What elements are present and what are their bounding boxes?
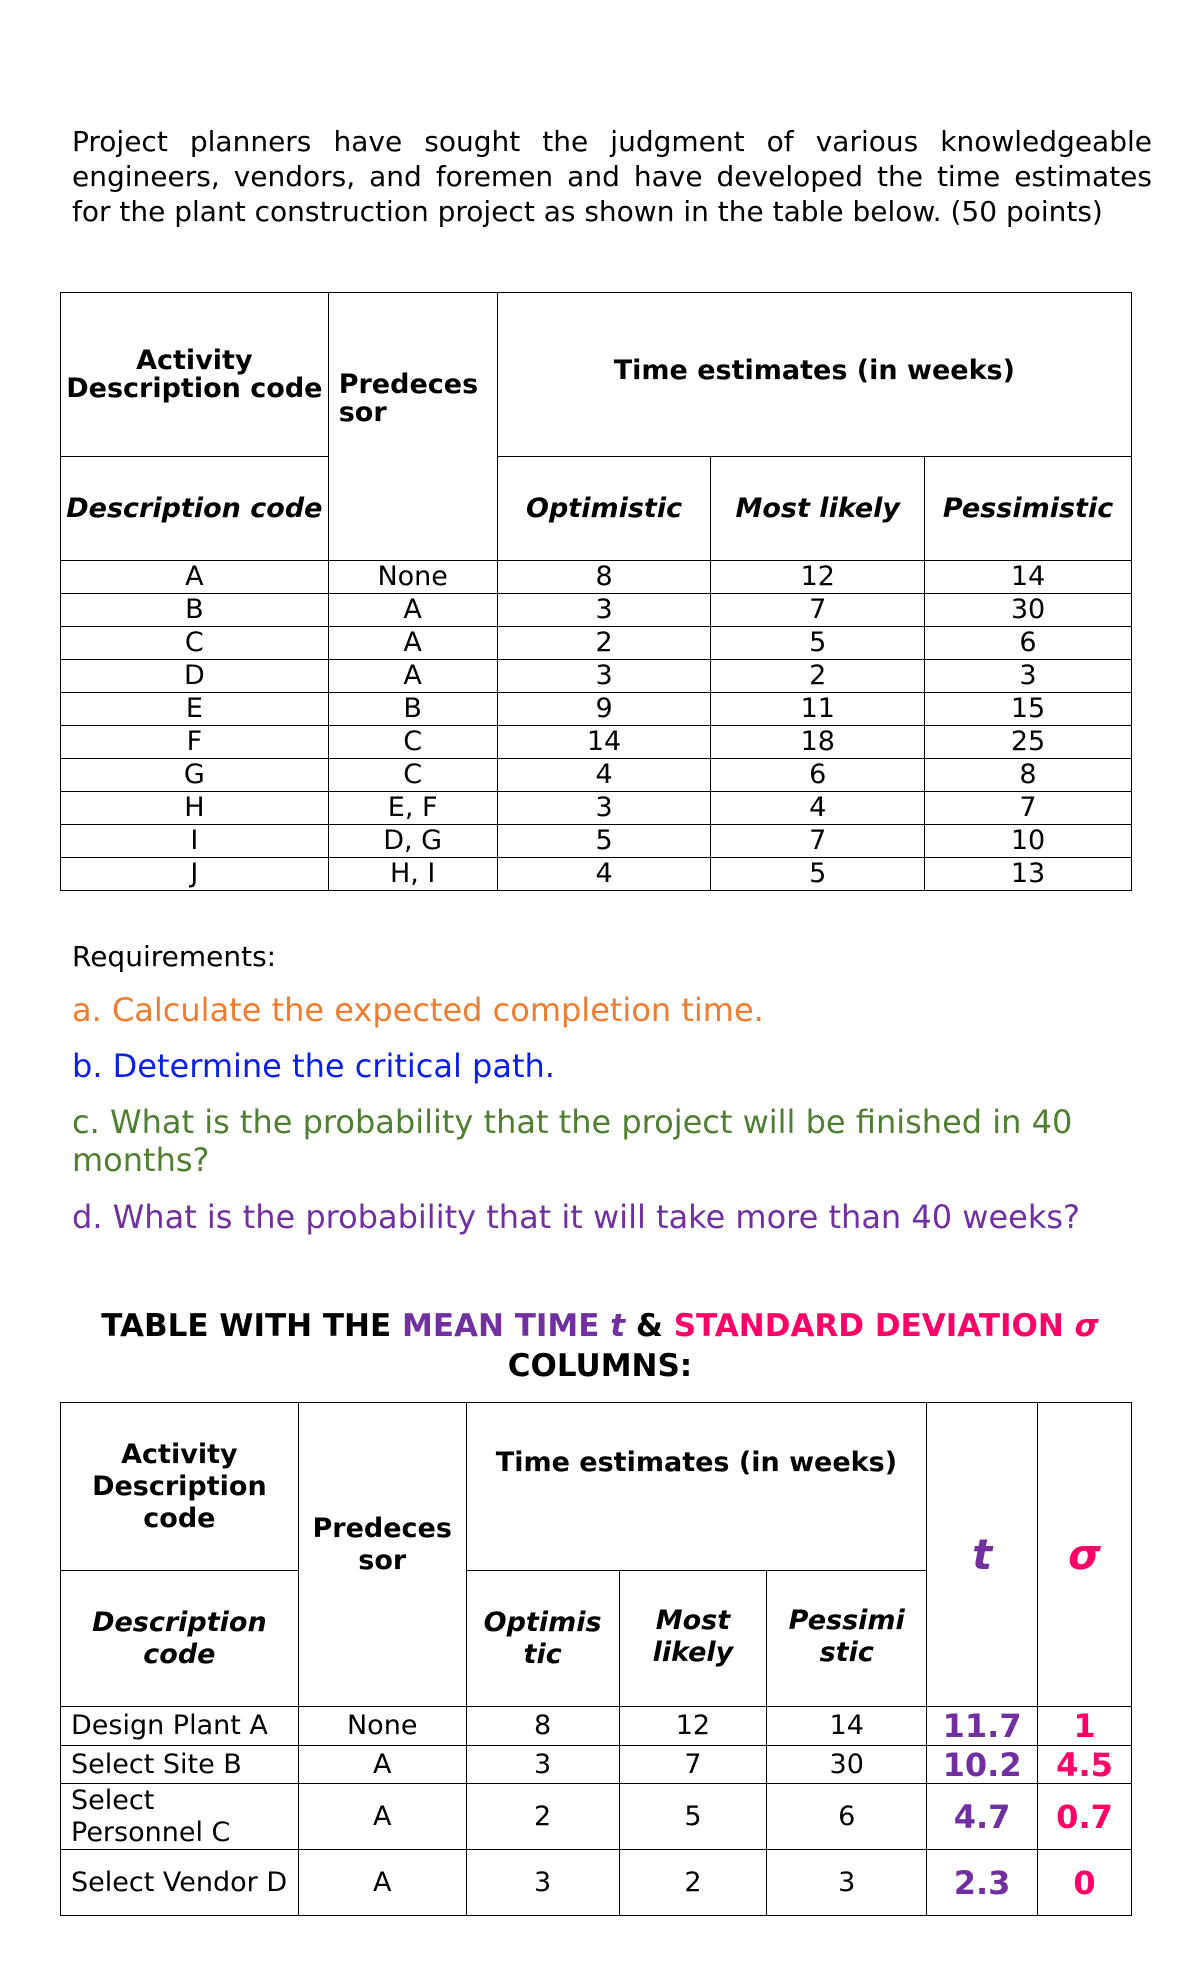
cell-pessimistic: 3	[925, 660, 1132, 693]
cell-most-likely: 2	[711, 660, 925, 693]
cell-pessimistic: 13	[925, 858, 1132, 891]
title-text: TABLE WITH THE	[101, 1308, 402, 1344]
cell-pessimistic: 8	[925, 759, 1132, 792]
cell-code: I	[61, 825, 329, 858]
cell-description: Select Vendor D	[61, 1850, 299, 1916]
cell-mean-time: 11.7	[927, 1707, 1038, 1746]
title-ampersand: &	[625, 1308, 674, 1344]
section-title	[60, 1306, 1140, 1386]
header-time-estimates: Time estimates (in weeks)	[466, 1403, 926, 1571]
cell-pessimistic: 6	[767, 1784, 927, 1850]
cell-predecessor: A	[328, 627, 497, 660]
cell-optimistic: 2	[466, 1784, 619, 1850]
cell-most-likely: 12	[711, 561, 925, 594]
cell-code: F	[61, 726, 329, 759]
cell-optimistic: 8	[466, 1707, 619, 1746]
header-t: t	[927, 1403, 1038, 1707]
cell-optimistic: 9	[497, 693, 711, 726]
cell-pessimistic: 30	[925, 594, 1132, 627]
cell-std-dev: 0.7	[1038, 1784, 1132, 1850]
cell-std-dev: 1	[1038, 1707, 1132, 1746]
table-row	[61, 1850, 1132, 1916]
table-row	[61, 561, 1132, 594]
cell-predecessor: A	[298, 1784, 466, 1850]
cell-std-dev: 4.5	[1038, 1746, 1132, 1784]
cell-predecessor: H, I	[328, 858, 497, 891]
cell-predecessor: C	[328, 759, 497, 792]
cell-predecessor: E, F	[328, 792, 497, 825]
cell-optimistic: 3	[497, 792, 711, 825]
cell-most-likely: 7	[711, 825, 925, 858]
cell-optimistic: 3	[497, 660, 711, 693]
cell-most-likely: 6	[711, 759, 925, 792]
title-standard-deviation: STANDARD DEVIATION	[673, 1308, 1075, 1344]
title-t-symbol: t	[610, 1308, 626, 1344]
cell-most-likely: 5	[619, 1784, 767, 1850]
cell-predecessor: None	[298, 1707, 466, 1746]
table-row	[61, 627, 1132, 660]
cell-predecessor: B	[328, 693, 497, 726]
cell-pessimistic: 10	[925, 825, 1132, 858]
cell-description: Select Personnel C	[61, 1784, 299, 1850]
cell-most-likely: 5	[711, 627, 925, 660]
header-optimistic: Optimis tic	[466, 1571, 619, 1707]
cell-description: Select Site B	[61, 1746, 299, 1784]
cell-predecessor: D, G	[328, 825, 497, 858]
cell-optimistic: 3	[466, 1746, 619, 1784]
title-sigma-symbol: σ	[1074, 1308, 1099, 1344]
header-most-likely: Most likely	[711, 457, 925, 561]
cell-mean-time: 2.3	[927, 1850, 1038, 1916]
table-row	[61, 1784, 1132, 1850]
intro-paragraph: Project planners have sought the judgment of various knowledgeable engineers, vendors, and foremen and have developed the time estimates for the plant construction project as shown in the table below. (50 points)	[72, 125, 1152, 228]
cell-code: D	[61, 660, 329, 693]
header-activity: Activity Description code	[61, 293, 329, 457]
cell-mean-time: 4.7	[927, 1784, 1038, 1850]
cell-pessimistic: 30	[767, 1746, 927, 1784]
cell-most-likely: 12	[619, 1707, 767, 1746]
cell-optimistic: 3	[497, 594, 711, 627]
table-row	[61, 660, 1132, 693]
cell-mean-time: 10.2	[927, 1746, 1038, 1784]
header-time-estimates: Time estimates (in weeks)	[497, 293, 1131, 457]
header-activity: Activity Description code	[61, 1403, 299, 1571]
cell-code: C	[61, 627, 329, 660]
cell-code: J	[61, 858, 329, 891]
table-row	[61, 693, 1132, 726]
cell-code: G	[61, 759, 329, 792]
cell-most-likely: 18	[711, 726, 925, 759]
cell-description: Design Plant A	[61, 1707, 299, 1746]
header-pessimistic: Pessimistic	[925, 457, 1132, 561]
title-mean-time: MEAN TIME	[401, 1308, 611, 1344]
cell-predecessor: None	[328, 561, 497, 594]
cell-code: E	[61, 693, 329, 726]
cell-pessimistic: 14	[767, 1707, 927, 1746]
cell-pessimistic: 14	[925, 561, 1132, 594]
cell-most-likely: 11	[711, 693, 925, 726]
cell-pessimistic: 25	[925, 726, 1132, 759]
cell-predecessor: A	[328, 594, 497, 627]
header-description: Description code	[61, 1571, 299, 1707]
title-columns: COLUMNS:	[507, 1348, 693, 1384]
requirement-b: b. Determine the critical path.	[72, 1047, 555, 1085]
header-optimistic: Optimistic	[497, 457, 711, 561]
cell-code: A	[61, 561, 329, 594]
cell-optimistic: 2	[497, 627, 711, 660]
cell-std-dev: 0	[1038, 1850, 1132, 1916]
cell-pessimistic: 3	[767, 1850, 927, 1916]
table-row	[61, 1707, 1132, 1746]
table-row	[61, 759, 1132, 792]
cell-optimistic: 14	[497, 726, 711, 759]
cell-most-likely: 4	[711, 792, 925, 825]
requirement-a: a. Calculate the expected completion time.	[72, 991, 764, 1029]
header-description: Description code	[61, 457, 329, 561]
time-estimates-table	[60, 292, 1132, 891]
header-predecessor: Predeces sor	[328, 293, 497, 561]
cell-pessimistic: 15	[925, 693, 1132, 726]
cell-most-likely: 7	[619, 1746, 767, 1784]
header-pessimistic: Pessimi stic	[767, 1571, 927, 1707]
cell-code: B	[61, 594, 329, 627]
cell-predecessor: A	[328, 660, 497, 693]
cell-most-likely: 5	[711, 858, 925, 891]
header-most-likely: Most likely	[619, 1571, 767, 1707]
header-sigma: σ	[1038, 1403, 1132, 1707]
cell-code: H	[61, 792, 329, 825]
cell-predecessor: C	[328, 726, 497, 759]
cell-most-likely: 2	[619, 1850, 767, 1916]
cell-pessimistic: 6	[925, 627, 1132, 660]
table-row	[61, 594, 1132, 627]
cell-predecessor: A	[298, 1746, 466, 1784]
header-predecessor: Predeces sor	[298, 1403, 466, 1707]
table-row	[61, 825, 1132, 858]
table-row	[61, 726, 1132, 759]
cell-predecessor: A	[298, 1850, 466, 1916]
requirements-title: Requirements:	[72, 940, 277, 973]
requirement-c: c. What is the probability that the project will be finished in 40 months?	[72, 1103, 1073, 1179]
cell-optimistic: 5	[497, 825, 711, 858]
cell-optimistic: 4	[497, 759, 711, 792]
cell-optimistic: 4	[497, 858, 711, 891]
cell-most-likely: 7	[711, 594, 925, 627]
table-row	[61, 858, 1132, 891]
cell-pessimistic: 7	[925, 792, 1132, 825]
requirement-d: d. What is the probability that it will take more than 40 weeks?	[72, 1198, 1080, 1236]
table-row	[61, 1746, 1132, 1784]
cell-optimistic: 8	[497, 561, 711, 594]
mean-std-table	[60, 1402, 1132, 1916]
table-row	[61, 792, 1132, 825]
cell-optimistic: 3	[466, 1850, 619, 1916]
